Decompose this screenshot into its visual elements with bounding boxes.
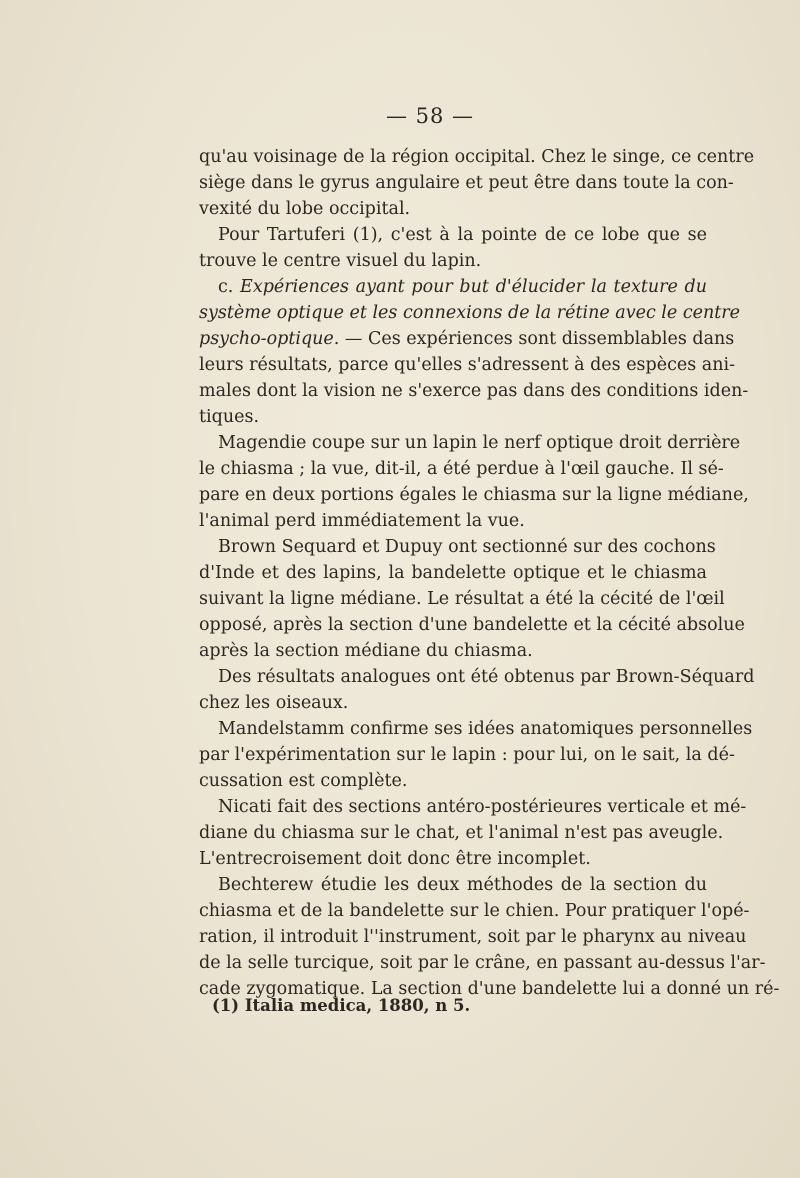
text-line: pare en deux portions égales le chiasma sur la ligne médiane, — [199, 485, 749, 505]
italic-heading-part: psycho-optique. — [199, 329, 340, 349]
text-line-italic-heading — [199, 274, 707, 300]
page-number: — 58 — — [385, 104, 475, 128]
text-line: l'animal perd immédiatement la vue. — [199, 511, 525, 531]
text-line: opposé, après la section d'une bandelette et la cécité absolue — [199, 615, 745, 635]
text-line: L'entrecroisement doit donc être incomplet. — [199, 849, 591, 869]
text-line: Mandelstamm confirme ses idées anatomiques personnelles — [218, 719, 753, 739]
text-line: suivant la ligne médiane. Le résultat a été la cécité de l'œil — [199, 589, 725, 609]
text-line: par l'expérimentation sur le lapin : pour lui, on le sait, la dé- — [199, 745, 735, 765]
text-line: trouve le centre visuel du lapin. — [199, 251, 482, 271]
text-line — [199, 326, 735, 352]
text-line: d'Inde et des lapins, la bandelette optique et le chiasma — [199, 563, 707, 583]
text-line: diane du chiasma sur le chat, et l'animal n'est pas aveugle. — [199, 823, 724, 843]
text-line: chiasma et de la bandelette sur le chien. Pour pratiquer l'opé- — [199, 901, 750, 921]
text-line: tiques. — [199, 407, 260, 427]
footnote: (1) Italia medica, 1880, n 5. — [212, 996, 471, 1015]
text-line: ration, il introduit l''instrument, soit par le pharynx au niveau — [199, 927, 747, 947]
text-line: Brown Sequard et Dupuy ont sectionné sur des cochons — [218, 537, 716, 557]
italic-heading-part: Expériences ayant pour but d'élucider la texture du — [240, 277, 707, 297]
text-line: siège dans le gyrus angulaire et peut être dans toute la con- — [199, 173, 734, 193]
italic-heading-part: système optique et les connexions de la rétine avec le centre — [199, 303, 741, 323]
text-line-italic-heading — [199, 300, 741, 326]
text-line: chez les oiseaux. — [199, 693, 349, 713]
heading-continuation: — Ces expériences sont dissemblables dans — [339, 329, 735, 349]
text-line: qu'au voisinage de la région occipital. Chez le singe, ce centre — [199, 147, 755, 167]
text-line: vexité du lobe occipital. — [199, 199, 411, 219]
text-line: Des résultats analogues ont été obtenus par Brown-Séquard — [218, 667, 755, 687]
text-line: Nicati fait des sections antéro-postérieures verticale et mé- — [218, 797, 747, 817]
text-line: cade zygomatique. La section d'une bandelette lui a donné un ré- — [199, 979, 780, 999]
text-line: Bechterew étudie les deux méthodes de la section du — [218, 875, 707, 895]
text-line: Magendie coupe sur un lapin le nerf optique droit derrière — [218, 433, 741, 453]
text-line: leurs résultats, parce qu'elles s'adressent à des espèces ani- — [199, 355, 736, 375]
text-line: males dont la vision ne s'exerce pas dans des conditions iden- — [199, 381, 749, 401]
text-line: le chiasma ; la vue, dit-il, a été perdue à l'œil gauche. Il sé- — [199, 459, 724, 479]
text-line: après la section médiane du chiasma. — [199, 641, 533, 661]
text-line: cussation est complète. — [199, 771, 408, 791]
body-text — [199, 144, 780, 1002]
text-line: Pour Tartuferi (1), c'est à la pointe de ce lobe que se — [218, 225, 707, 245]
text-line: de la selle turcique, soit par le crâne, en passant au-dessus l'ar- — [199, 953, 766, 973]
section-marker: c. — [218, 277, 241, 297]
